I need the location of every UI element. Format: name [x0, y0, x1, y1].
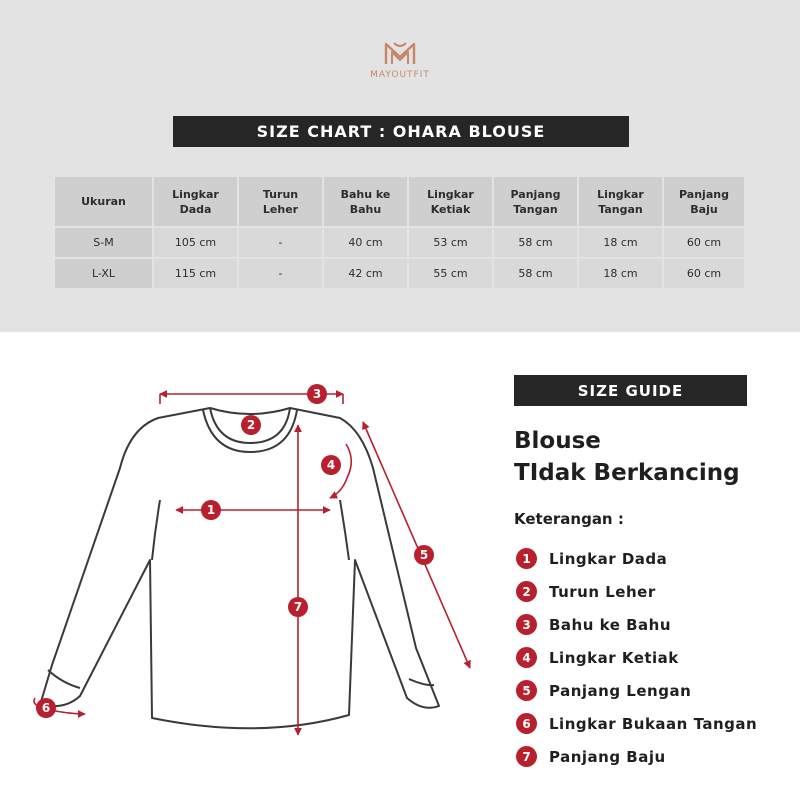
legend-item — [516, 641, 757, 674]
header-text: Baju — [690, 202, 718, 216]
blouse-outline — [40, 408, 439, 728]
header-text: Ukuran — [81, 195, 126, 208]
table-header-cell — [324, 177, 407, 226]
marker-7 — [288, 597, 308, 617]
measurement-cell: 60 cm — [664, 228, 744, 257]
legend-label: Bahu ke Bahu — [549, 615, 672, 634]
marker-number: 1 — [206, 503, 216, 517]
table-header-row — [55, 177, 744, 226]
size-chart-title: SIZE CHART : OHARA BLOUSE — [173, 116, 629, 147]
brand-logo — [0, 40, 800, 80]
number-badge: 5 — [516, 680, 537, 701]
table-header-cell — [494, 177, 577, 226]
size-label-cell: S-M — [55, 228, 152, 257]
measurement-cell: 40 cm — [324, 228, 407, 257]
table-row — [55, 228, 744, 257]
number-badge: 7 — [516, 746, 537, 767]
measurement-cell: 60 cm — [664, 259, 744, 288]
measurement-cell: 18 cm — [579, 259, 662, 288]
mayoutfit-logo-icon — [383, 40, 417, 66]
measurement-cell: 105 cm — [154, 228, 237, 257]
legend-label: Lingkar Dada — [549, 549, 668, 568]
table-header-cell — [154, 177, 237, 226]
legend-label: Panjang Lengan — [549, 681, 692, 700]
header-text: Bahu — [349, 202, 382, 216]
measurement-cell: - — [239, 259, 322, 288]
marker-2 — [241, 415, 261, 435]
legend-item — [516, 575, 757, 608]
marker-number: 5 — [419, 548, 429, 562]
header-text: Dada — [179, 202, 212, 216]
marker-number: 2 — [246, 418, 256, 432]
header-text: Bahu ke — [340, 187, 391, 201]
size-label-cell: L-XL — [55, 259, 152, 288]
header-text: Turun — [262, 187, 299, 201]
header-text: Lingkar — [172, 187, 219, 201]
header-text: Panjang — [679, 187, 729, 201]
header-text: Tangan — [598, 202, 643, 216]
number-badge: 4 — [516, 647, 537, 668]
legend-label: Panjang Baju — [549, 747, 666, 766]
header-text: Ketiak — [430, 202, 471, 216]
table-header-cell — [55, 177, 152, 226]
legend-label: Lingkar Bukaan Tangan — [549, 714, 758, 733]
marker-3 — [307, 384, 327, 404]
measurement-cell: 58 cm — [494, 259, 577, 288]
table-row — [55, 259, 744, 288]
header-text: Panjang — [510, 187, 561, 201]
number-badge: 6 — [516, 713, 537, 734]
legend-item — [516, 740, 757, 773]
marker-1 — [201, 500, 221, 520]
measurement-cell: 53 cm — [409, 228, 492, 257]
legend-item — [516, 542, 757, 575]
header-text: Lingkar — [427, 187, 474, 201]
header-text: Tangan — [513, 202, 558, 216]
measurement-cell: 18 cm — [579, 228, 662, 257]
legend-item — [516, 674, 757, 707]
header-text: Leher — [262, 202, 299, 216]
table-header-cell — [239, 177, 322, 226]
measurement-cell: 42 cm — [324, 259, 407, 288]
marker-number: 6 — [41, 701, 51, 715]
measurement-cell: 115 cm — [154, 259, 237, 288]
marker-4 — [321, 455, 341, 475]
size-chart-table — [53, 175, 746, 290]
number-badge: 3 — [516, 614, 537, 635]
legend-item — [516, 608, 757, 641]
measurement-cell: 58 cm — [494, 228, 577, 257]
number-badge: 1 — [516, 548, 537, 569]
brand-name: MAYOUTFIT — [370, 70, 430, 80]
table-header-cell — [409, 177, 492, 226]
size-chart-section — [0, 0, 800, 332]
header-text: Lingkar — [597, 187, 644, 201]
measurement-cell: - — [239, 228, 322, 257]
legend-item — [516, 707, 757, 740]
measurement-legend — [516, 542, 757, 773]
marker-5 — [414, 545, 434, 565]
marker-number: 3 — [312, 387, 322, 401]
product-name-line2: TIdak Berkancing — [514, 460, 740, 486]
marker-number: 7 — [293, 600, 303, 614]
size-guide-title: SIZE GUIDE — [514, 375, 747, 406]
number-badge: 2 — [516, 581, 537, 602]
legend-label: Turun Leher — [549, 582, 656, 601]
product-name — [514, 425, 740, 489]
product-name-line1: Blouse — [514, 428, 601, 454]
table-header-cell — [579, 177, 662, 226]
blouse-diagram — [0, 360, 500, 800]
marker-number: 4 — [326, 458, 336, 472]
legend-title: Keterangan : — [514, 510, 624, 528]
marker-6 — [36, 698, 56, 718]
legend-label: Lingkar Ketiak — [549, 648, 679, 667]
table-header-cell — [664, 177, 744, 226]
measurement-cell: 55 cm — [409, 259, 492, 288]
